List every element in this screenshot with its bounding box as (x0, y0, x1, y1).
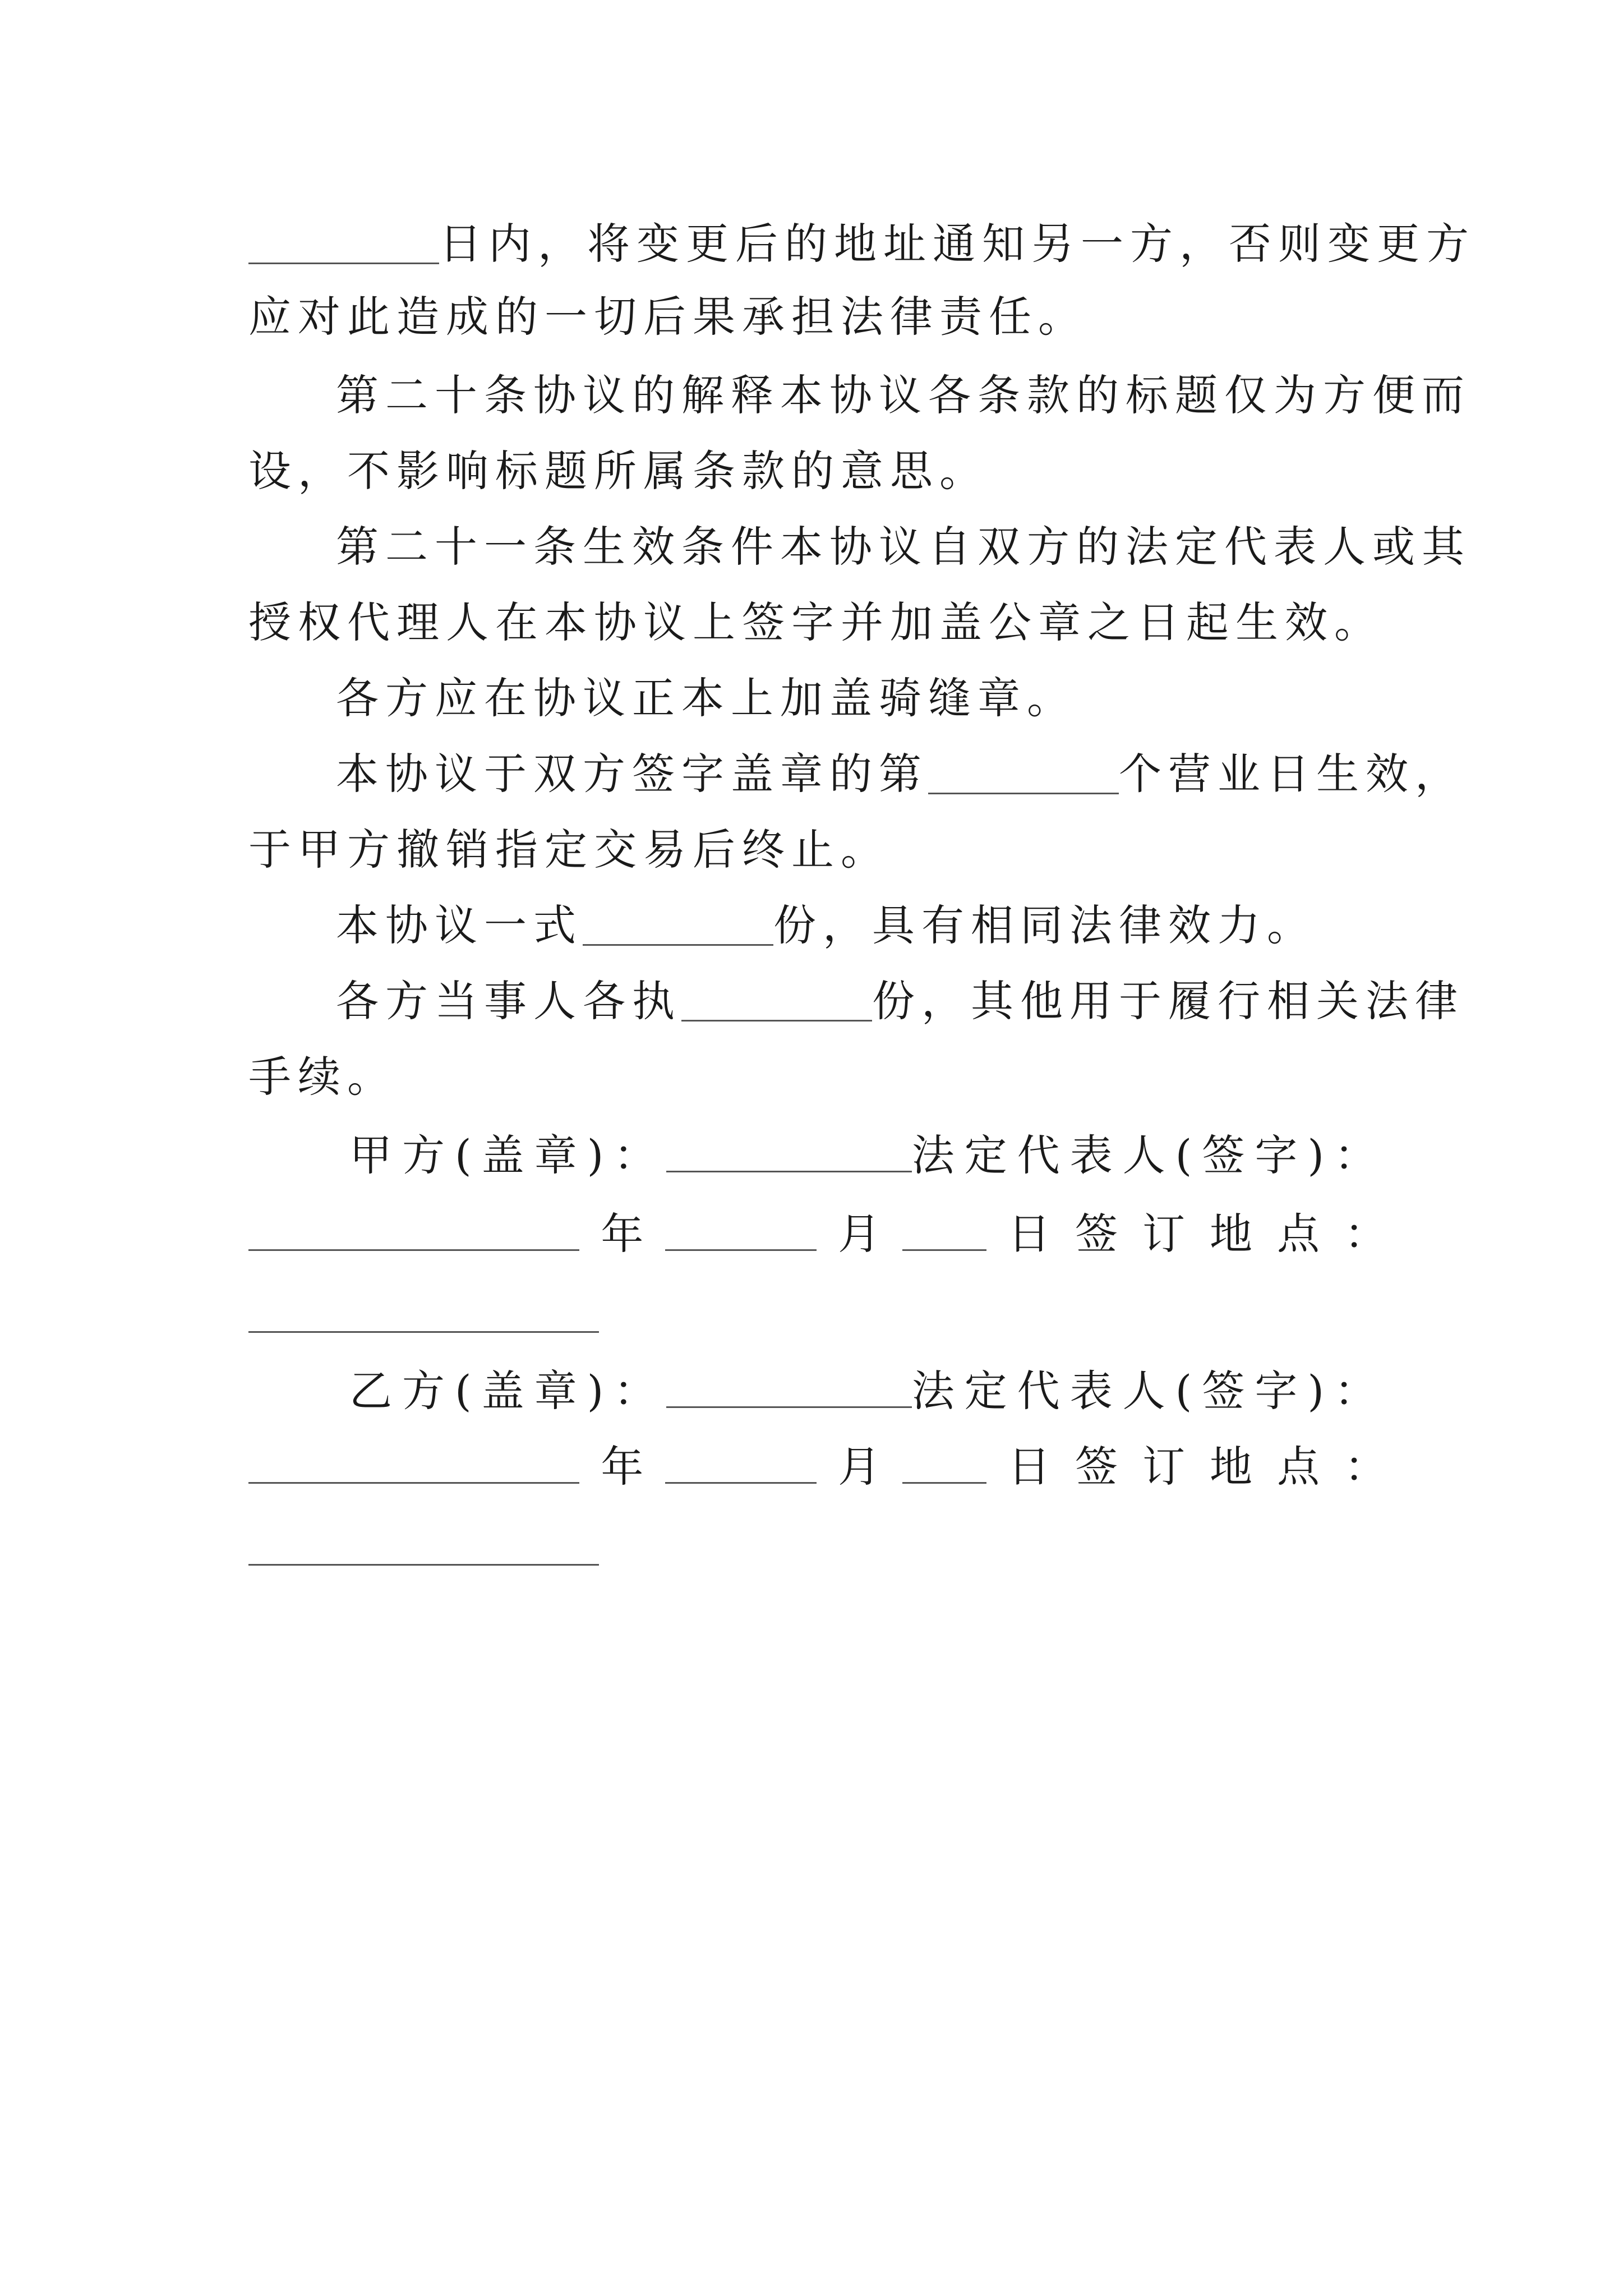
para7-line1 (248, 973, 1464, 1029)
para6-before: 本协议一式 (336, 900, 583, 950)
party-b-rep-label: 法定代表人(签字)： (911, 1366, 1387, 1416)
party-a-rep-label: 法定代表人(签字)： (911, 1130, 1387, 1180)
party-a-month-blank (665, 1218, 817, 1251)
party-a-label: 甲方(盖章)： (349, 1130, 667, 1180)
party-b-line2 (248, 1439, 1412, 1495)
para7-after: 份，其他用于履行相关法律 (872, 976, 1464, 1026)
blank-business-day (928, 761, 1119, 794)
party-b-place-blank (248, 1533, 599, 1566)
party-b-year: 年 (601, 1442, 644, 1492)
blank-copies (583, 913, 773, 946)
party-a-day-blank (902, 1218, 986, 1251)
party-a-place-blank (248, 1300, 599, 1333)
party-a-day-place: 日签订地点： (1007, 1209, 1412, 1259)
para5-after: 个营业日生效， (1119, 749, 1464, 799)
para1-line2: 应对此造成的一切后果承担法律责任。 (248, 292, 1087, 342)
para7-line2: 手续。 (248, 1052, 396, 1102)
para4-line1: 各方应在协议正本上加盖骑缝章。 (336, 673, 1076, 723)
party-b-month-blank (665, 1451, 817, 1484)
party-b-rep-blank (248, 1451, 579, 1484)
party-a-year: 年 (601, 1209, 644, 1259)
para7-before: 各方当事人各执 (336, 976, 681, 1026)
para3-line2: 授权代理人在本协议上签字并加盖公章之日起生效。 (248, 597, 1384, 647)
party-a-line2 (248, 1206, 1412, 1262)
party-b-line3 (248, 1517, 1387, 1573)
party-b-seal-blank (666, 1375, 911, 1408)
party-a-rep-blank (248, 1218, 579, 1251)
party-a-line3 (248, 1285, 1387, 1341)
party-b-label: 乙方(盖章)： (349, 1366, 667, 1416)
para6-line1 (248, 898, 1387, 954)
party-b-day-blank (902, 1451, 986, 1484)
para5-line1 (248, 746, 1464, 802)
party-a-line1 (248, 1128, 1387, 1184)
blank-days (248, 231, 439, 264)
para1-line1-text: 日内，将变更后的地址通知另一方，否则变更方 (439, 219, 1476, 269)
para6-after: 份，具有相同法律效力。 (773, 900, 1316, 950)
party-b-line1 (248, 1363, 1387, 1419)
blank-each-copies (681, 988, 872, 1022)
para2-line1: 第二十条协议的解释本协议各条款的标题仅为方便而 (336, 370, 1471, 420)
party-b-day-place: 日签订地点： (1007, 1442, 1412, 1492)
para1-line1 (248, 216, 1476, 272)
para3-line1: 第二十一条生效条件本协议自双方的法定代表人或其 (336, 522, 1471, 572)
para5-line2: 于甲方撤销指定交易后终止。 (248, 825, 890, 875)
para2-line2: 设，不影响标题所属条款的意思。 (248, 446, 989, 496)
party-b-month: 月 (838, 1442, 881, 1492)
party-a-seal-blank (666, 1139, 911, 1172)
para5-before: 本协议于双方签字盖章的第 (336, 749, 928, 799)
party-a-month: 月 (838, 1209, 881, 1259)
